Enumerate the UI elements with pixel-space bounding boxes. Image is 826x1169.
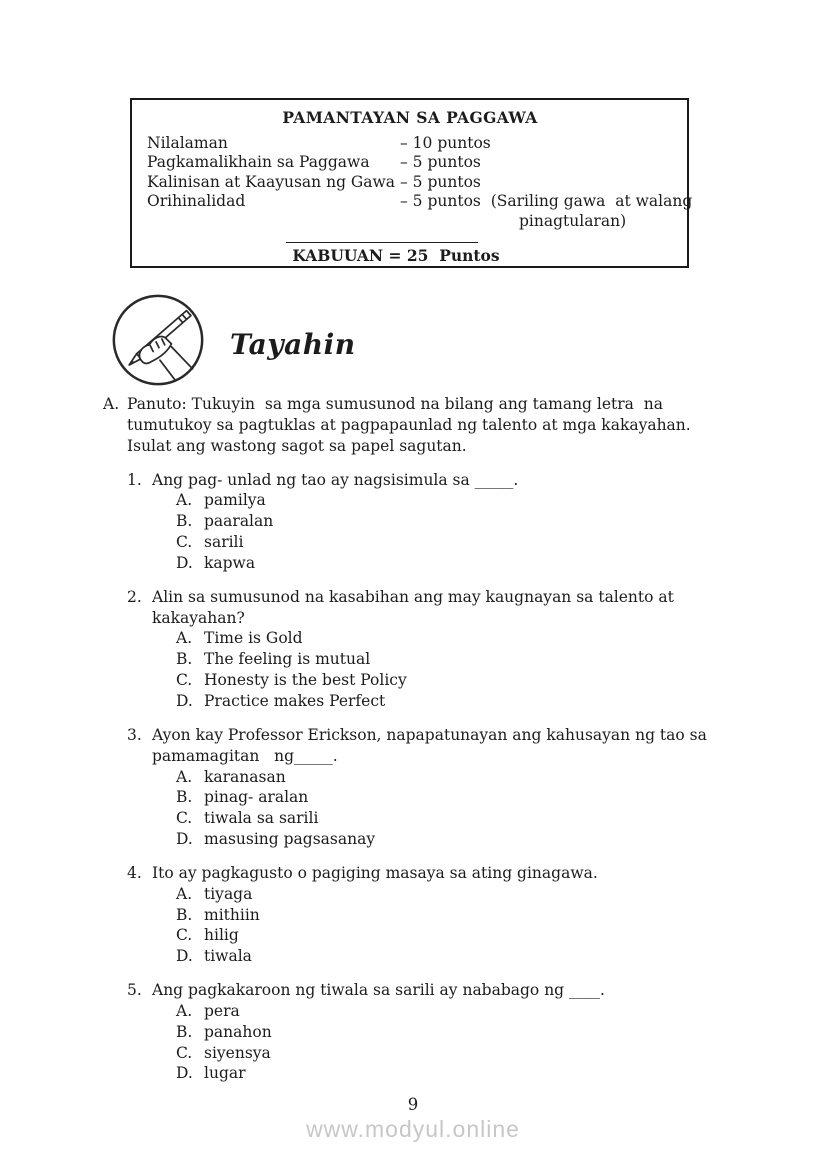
- choice-row: [176, 787, 737, 808]
- choice-row: [176, 767, 737, 788]
- question-head: [127, 587, 737, 629]
- choice-row: [176, 808, 737, 829]
- choice-row: [176, 1001, 737, 1022]
- rubric-points: – 10 puntos: [400, 133, 491, 152]
- choice-text: Time is Gold: [204, 629, 303, 648]
- question-5: [127, 980, 737, 1084]
- choice-text: hilig: [204, 926, 239, 945]
- watermark: www.modyul.online: [306, 1116, 520, 1142]
- choice-text: pamilya: [204, 491, 266, 510]
- choice-row: [176, 1043, 737, 1064]
- choice-text: Practice makes Perfect: [204, 691, 386, 710]
- question-head: [127, 725, 737, 767]
- choice-letter: D.: [176, 1064, 193, 1083]
- question-3: [127, 725, 737, 850]
- instruction: [103, 394, 737, 457]
- rubric-criterion: Orihinalidad: [147, 192, 246, 211]
- choice-letter: C.: [176, 533, 193, 552]
- question-1: [127, 470, 737, 574]
- choice-row: [176, 511, 737, 532]
- choice-letter: D.: [176, 830, 193, 849]
- section-a: [103, 394, 737, 1097]
- choices: [176, 628, 737, 711]
- choice-letter: C.: [176, 1043, 193, 1062]
- section-label: A.: [103, 395, 120, 413]
- choice-letter: A.: [176, 1001, 193, 1020]
- question-text: Ang pagkakaroon ng tiwala sa sarili ay nababago ng ____.: [152, 981, 605, 1000]
- choice-letter: C.: [176, 671, 193, 690]
- rubric-points: – 5 puntos: [400, 172, 481, 191]
- choice-letter: B.: [176, 788, 193, 807]
- question-head: [127, 470, 737, 491]
- choice-text: sarili: [204, 533, 244, 552]
- choice-row: [176, 829, 737, 850]
- choice-letter: B.: [176, 650, 193, 669]
- question-number: 5.: [127, 981, 142, 1000]
- choices: [176, 767, 737, 850]
- choice-row: [176, 905, 737, 926]
- choice-text: siyensya: [204, 1043, 271, 1062]
- rubric-criterion: Nilalaman: [147, 133, 228, 152]
- choice-letter: A.: [176, 491, 193, 510]
- question-number: 4.: [127, 863, 142, 882]
- choice-letter: B.: [176, 512, 193, 531]
- rubric-row: [147, 134, 673, 154]
- rubric-criterion: Pagkamalikhain sa Paggawa: [147, 153, 370, 172]
- activity-header: [110, 292, 356, 388]
- activity-heading: Tayahin: [230, 327, 356, 361]
- choice-text: pera: [204, 1001, 240, 1020]
- question-text: Ito ay pagkagusto o pagiging masaya sa ating ginagawa.: [152, 863, 598, 882]
- choice-text: pinag- aralan: [204, 788, 309, 807]
- rubric-criterion: Kalinisan at Kaayusan ng Gawa: [147, 172, 396, 191]
- choice-letter: C.: [176, 809, 193, 828]
- rubric-row: [147, 192, 693, 212]
- choice-row: [176, 649, 737, 670]
- choice-text: tiwala: [204, 947, 252, 966]
- choice-row: [176, 1063, 737, 1084]
- page-number: 9: [407, 1095, 419, 1114]
- choice-row: [176, 670, 737, 691]
- question-2: [127, 587, 737, 712]
- rubric-divider-line: [286, 242, 478, 243]
- choice-text: paaralan: [204, 512, 274, 531]
- choices: [176, 884, 737, 967]
- question-number: 1.: [127, 470, 142, 489]
- question-head: [127, 863, 737, 884]
- question-text: Ayon kay Professor Erickson, napapatunayan ang kahusayan ng tao sa pamamagitan ng_____.: [152, 725, 712, 765]
- choice-text: karanasan: [204, 767, 286, 786]
- choice-letter: A.: [176, 884, 193, 903]
- question-head: [127, 980, 737, 1001]
- rubric-points: – 5 puntos (Sariling gawa at walang: [400, 192, 693, 211]
- question-number: 2.: [127, 587, 142, 606]
- choice-row: [176, 691, 737, 712]
- choice-letter: D.: [176, 691, 193, 710]
- choice-letter: B.: [176, 1022, 193, 1041]
- choice-letter: B.: [176, 905, 193, 924]
- choice-letter: A.: [176, 629, 193, 648]
- question-text: Alin sa sumusunod na kasabihan ang may kaugnayan sa talento at kakayahan?: [152, 587, 679, 627]
- choice-row: [176, 532, 737, 553]
- hand-writing-icon: [110, 292, 206, 388]
- rubric-title: PAMANTAYAN SA PAGGAWA: [282, 108, 538, 127]
- choice-letter: D.: [176, 553, 193, 572]
- question-list: [127, 470, 737, 1085]
- rubric-note-continuation: pinagtularan): [519, 211, 627, 230]
- choice-text: lugar: [204, 1064, 246, 1083]
- choices: [176, 1001, 737, 1084]
- choice-text: masusing pagsasanay: [204, 830, 376, 849]
- rubric-box: [130, 98, 693, 268]
- rubric-row: [147, 153, 673, 173]
- choice-text: mithiin: [204, 905, 260, 924]
- choice-row: [176, 925, 737, 946]
- rubric-row: [147, 173, 673, 193]
- choice-text: kapwa: [204, 553, 256, 572]
- choice-row: [176, 946, 737, 967]
- choice-row: [176, 628, 737, 649]
- choice-text: tiwala sa sarili: [204, 809, 319, 828]
- choices: [176, 490, 737, 573]
- choice-text: tiyaga: [204, 884, 253, 903]
- choice-text: panahon: [204, 1022, 272, 1041]
- choice-row: [176, 884, 737, 905]
- rubric-total: KABUUAN = 25 Puntos: [292, 246, 500, 266]
- instruction-text: Panuto: Tukuyin sa mga sumusunod na bilang ang tamang letra na tumutukoy sa pagtuklas at pagpapaunlad ng talento at mga kakayahan. Isulat ang wastong sagot sa papel sagutan.: [127, 395, 696, 455]
- choice-text: The feeling is mutual: [204, 650, 371, 669]
- question-text: Ang pag- unlad ng tao ay nagsisimula sa _____.: [152, 470, 519, 489]
- choice-row: [176, 1022, 737, 1043]
- choice-letter: A.: [176, 767, 193, 786]
- question-number: 3.: [127, 725, 142, 744]
- choice-letter: D.: [176, 947, 193, 966]
- choice-row: [176, 490, 737, 511]
- choice-letter: C.: [176, 926, 193, 945]
- choice-row: [176, 553, 737, 574]
- question-4: [127, 863, 737, 967]
- rubric-points: – 5 puntos: [400, 153, 481, 172]
- choice-text: Honesty is the best Policy: [204, 671, 407, 690]
